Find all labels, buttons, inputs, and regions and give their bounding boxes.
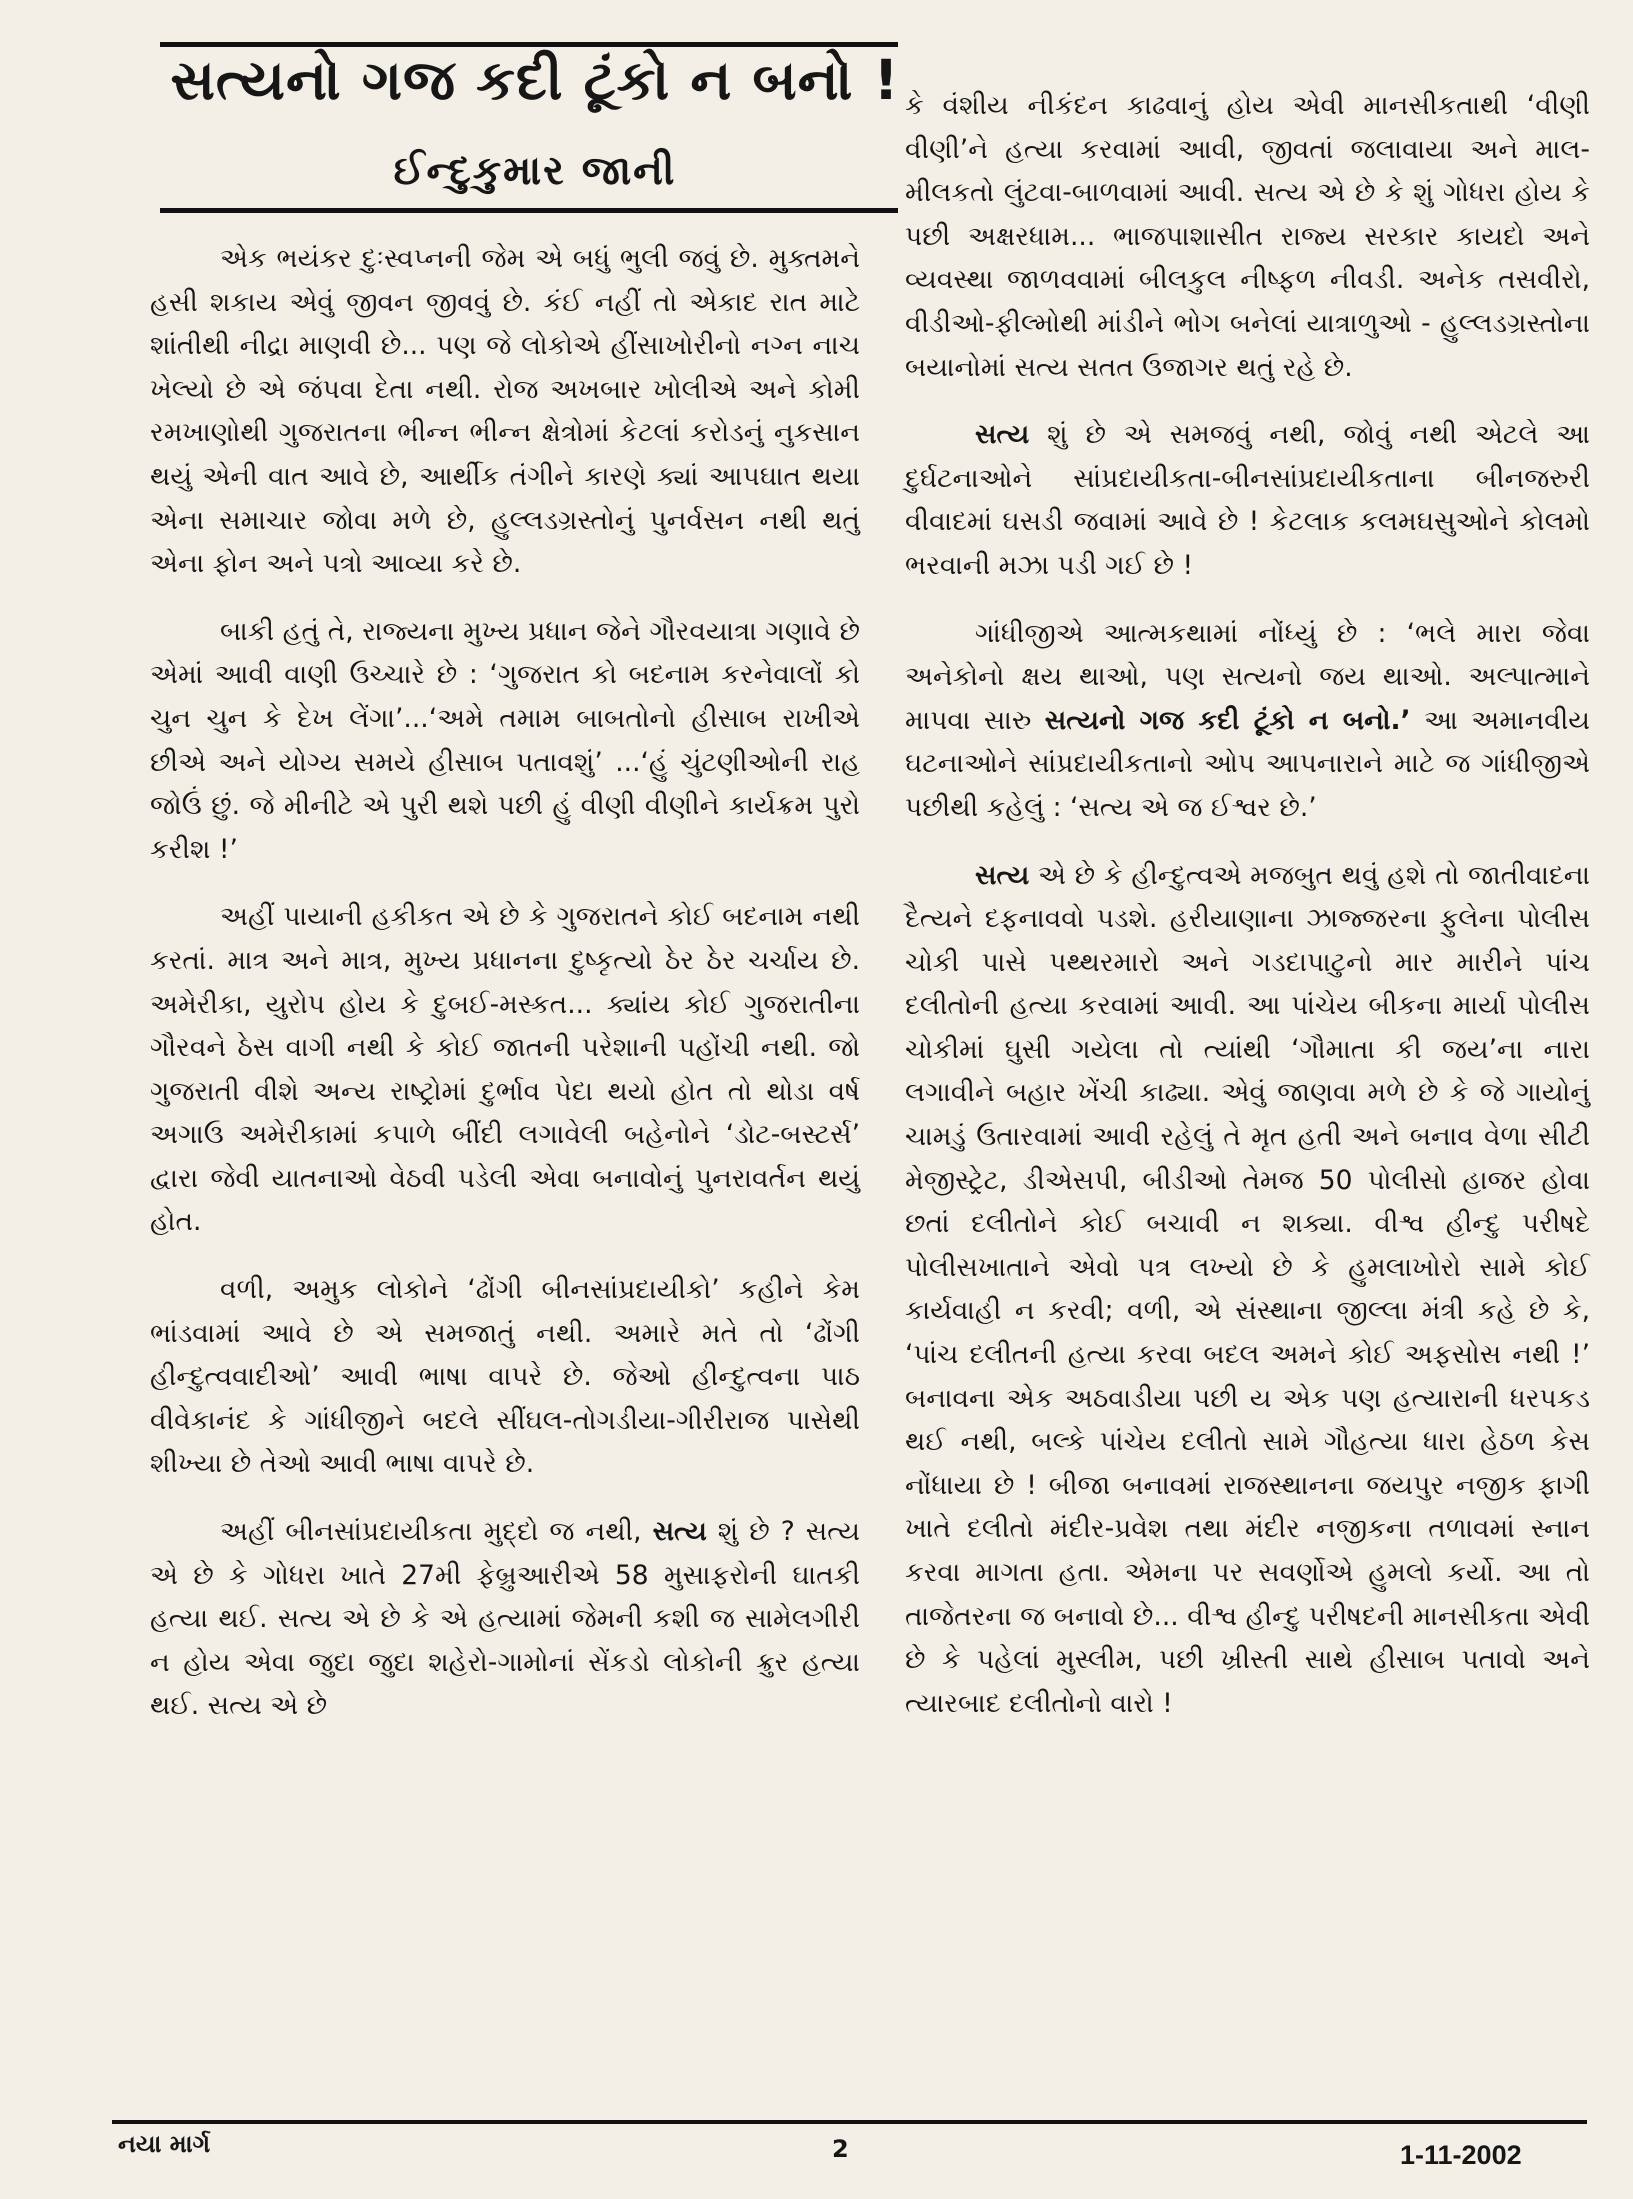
article-title: સત્યનો ગજ કદી ટૂંકો ન બનો ! [170,48,900,112]
left-column [150,237,860,1752]
title-top-rule [160,42,898,47]
paragraph: બાકી હતું તે, રાજ્યના મુખ્ય પ્રધાન જેને ગૌરવયાત્રા ગણાવે છે એમાં આવી વાણી ઉચ્ચારે છે : ‘ગુજરાત કો બદનામ કરનેવાલોં કો ચુન ચુન કે દેખ લેંગા’...‘અમે તમામ બાબતોનો હીસાબ રાખીએ છીએ અને યોગ્ય સમયે હીસાબ પતાવશું’ ...‘હું ચુંટણીઓની રાહ જોઉં છું. જે મીનીટે એ પુરી થશે પછી હું વીણી વીણીને કાર્યક્રમ પુરો કરીશ !’ [150,615,860,865]
right-column [905,84,1590,1749]
publication-name: નયા માર્ગ [118,2130,211,2158]
emphasis-quote: સત્યનો ગજ કદી ટૂંકો ન બનો.’ [1044,704,1411,736]
paragraph: અહીં પાયાની હકીકત એ છે કે ગુજરાતને કોઈ બદનામ નથી કરતાં. માત્ર અને માત્ર, મુખ્ય પ્રધાનના દુષ્કૃત્યો ઠેર ઠેર ચર્ચાય છે. અમેરીકા, યુરોપ હોય કે દુબઈ-મસ્કત... ક્યાંય કોઈ ગુજરાતીના ગૌરવને ઠેસ વાગી નથી કે કોઈ જાતની પરેશાની પહોંચી નથી. જો ગુજરાતી વીશે અન્ય રાષ્ટ્રોમાં દુર્ભાવ પેદા થયો હોત તો થોડા વર્ષ અગાઉ અમેરીકામાં કપાળે બીંદી લગાવેલી બહેનોને ‘ડોટ-બસ્ટર્સ’ દ્વારા જેવી યાતનાઓ વેઠવી પડેલી એવા બનાવોનું પુનરાવર્તન થયું હોત. [150,901,860,1238]
paragraph [905,854,1590,1726]
emphasis-truth: સત્ય [652,1516,707,1548]
title-bottom-rule [160,208,898,213]
text-run: એ છે કે હીન્દુત્વએ મજબુત થવું હશે તો જાતીવાદના દૈત્યને દફનાવવો પડશે. હરીયાણાના ઝાજ્જરના ફુલેના પોલીસ ચોકી પાસે પથ્થરમારો અને ગડદાપાટુનો માર મારીને પાંચ દલીતોની હત્યા કરવામાં આવી. આ પાંચેય બીકના માર્યા પોલીસ ચોકીમાં ઘુસી ગયેલા તો ત્યાંથી ‘ગૌમાતા કી જય’ના નારા લગાવીને બહાર ખેંચી કાઢ્યા. એવું જાણવા મળે છે કે જે ગાયોનું ચામડું ઉતારવામાં આવી રહેલું તે મૃત હતી અને બનાવ વેળા સીટી મેજીસ્ટ્રેટ, ડીએસપી, બીડીઓ તેમજ 50 પોલીસો હાજર હોવા છતાં દલીતોને કોઈ બચાવી ન શક્યા. વીશ્વ હીન્દુ પરીષદે પોલીસખાતાને એવો પત્ર લખ્યો છે કે હુમલાખોરો સામે કોઈ કાર્યવાહી ન કરવી; વળી, એ સંસ્થાના જીલ્લા મંત્રી કહે છે કે, ‘પાંચ દલીતની હત્યા કરવા બદલ અમને કોઈ અફસોસ નથી !’ બનાવના એક અઠવાડીયા પછી ય એક પણ હત્યારાની ધરપકડ થઈ નથી, બલ્કે પાંચેય દલીતો સામે ગૌહત્યા ધારા હેઠળ કેસ નોંધાયા છે ! બીજા બનાવમાં રાજસ્થાનના જયપુર નજીક ફાગી ખાતે દલીતો મંદીર-પ્રવેશ તથા મંદીર નજીકના તળાવમાં સ્નાન કરવા માગતા હતા. એમના પર સવર્ણોએ હુમલો કર્યો. આ તો તાજેતરના જ બનાવો છે... વીશ્વ હીન્દુ પરીષદની માનસીકતા એવી છે કે પહેલાં મુસ્લીમ, પછી ખ્રીસ્તી સાથે હીસાબ પતાવો અને ત્યારબાદ દલીતોનો વારો ! [905,859,1590,1719]
text-run: આ અમાનવીય ઘટનાઓને સાંપ્રદાયીકતાનો ઓપ આપનારાને માટે જ ગાંધીજીએ પછીથી કહેલું : ‘સત્ય એ જ ઈશ્વર છે.’ [905,704,1590,823]
footer-rule [112,2120,1587,2124]
paragraph: કે વંશીય નીકંદન કાઢવાનું હોય એવી માનસીકતાથી ‘વીણી વીણી’ને હત્યા કરવામાં આવી, જીવતાં જલાવાયા અને માલ-મીલકતો લુંટવા-બાળવામાં આવી. સત્ય એ છે કે શું ગોધરા હોય કે પછી અક્ષરધામ... ભાજપાશાસીત રાજ્ય સરકાર કાયદો અને વ્યવસ્થા જાળવવામાં બીલકુલ નીષ્ફળ નીવડી. અનેક તસવીરો, વીડીઓ-ફીલ્મોથી માંડીને ભોગ બનેલાં યાત્રાળુઓ - હુલ્લડગ્રસ્તોના બયાનોમાં સત્ય સતત ઉજાગર થતું રહે છે. [905,90,1590,383]
text-run: શું છે એ સમજવું નથી, જોવું નથી એટલે આ દુર્ઘટનાઓને સાંપ્રદાયીકતા-બીનસાંપ્રદાયીકતાના બીનજરુરી વીવાદમાં ઘસડી જવામાં આવે છે ! કેટલાક કલમઘસુઓને કોલમો ભરવાની મઝા પડી ગઈ છે ! [905,419,1590,581]
paragraph: વળી, અમુક લોકોને ‘ઢોંગી બીનસાંપ્રદાયીકો’ કહીને કેમ ભાંડવામાં આવે છે એ સમજાતું નથી. અમારે મતે તો ‘ઢોંગી હીન્દુત્વવાદીઓ’ આવી ભાષા વાપરે છે. જેઓ હીન્દુત્વના પાઠ વીવેકાનંદ કે ગાંધીજીને બદલે સીંઘલ-તોગડીયા-ગીરીરાજ પાસેથી શીખ્યા છે તેઓ આવી ભાષા વાપરે છે. [150,1274,860,1480]
article-author: ઈન્દુકુમાર જાની [393,148,677,194]
page-number: 2 [832,2135,849,2163]
paragraph [905,612,1590,830]
text-run: અહીં બીનસાંપ્રદાયીકતા મુદ્દો જ નથી, [220,1516,653,1548]
emphasis-truth: સત્ય [975,419,1030,451]
paragraph: એક ભયંકર દુઃસ્વપ્નની જેમ એ બધું ભુલી જવું છે. મુક્તમને હસી શકાય એવું જીવન જીવવું છે. કંઈ નહીં તો એકાદ રાત માટે શાંતીથી નીદ્રા માણવી છે... પણ જે લોકોએ હીંસાખોરીનો નગ્ન નાચ ખેલ્યો છે એ જંપવા દેતા નથી. રોજ અખબાર ખોલીએ અને કોમી રમખાણોથી ગુજરાતના ભીન્ન ભીન્ન ક્ષેત્રોમાં કેટલાં કરોડનું નુકસાન થયું એની વાત આવે છે, આર્થીક તંગીને કારણે ક્યાં આપઘાત થયા એના સમાચાર જોવા મળે છે, હુલ્લડગ્રસ્તોનું પુનર્વસન નથી થતું એના ફોન અને પત્રો આવ્યા કરે છે. [150,243,860,580]
text-run: ગાંધીજીએ આત્મકથામાં નોંધ્યું છે : ‘ભલે મારા જેવા અનેકોનો ક્ષય થાઓ, પણ સત્યનો જય થાઓ. અલ્પાત્માને માપવા સારુ [905,617,1590,736]
text-run: શું છે ? સત્ય એ છે કે ગોધરા ખાતે 27મી ફેબ્રુઆરીએ 58 મુસાફરોની ઘાતકી હત્યા થઈ. સત્ય એ છે કે એ હત્યામાં જેમની કશી જ સામેલગીરી ન હોય એવા જુદા જુદા શહેરો-ગામોનાં સેંકડો લોકોની ક્રુર હત્યા થઈ. સત્ય એ છે [150,1516,861,1722]
paragraph [150,1510,860,1728]
paragraph [905,413,1590,587]
emphasis-truth: સત્ય [975,859,1030,891]
issue-date: 1-11-2002 [1400,2140,1522,2170]
